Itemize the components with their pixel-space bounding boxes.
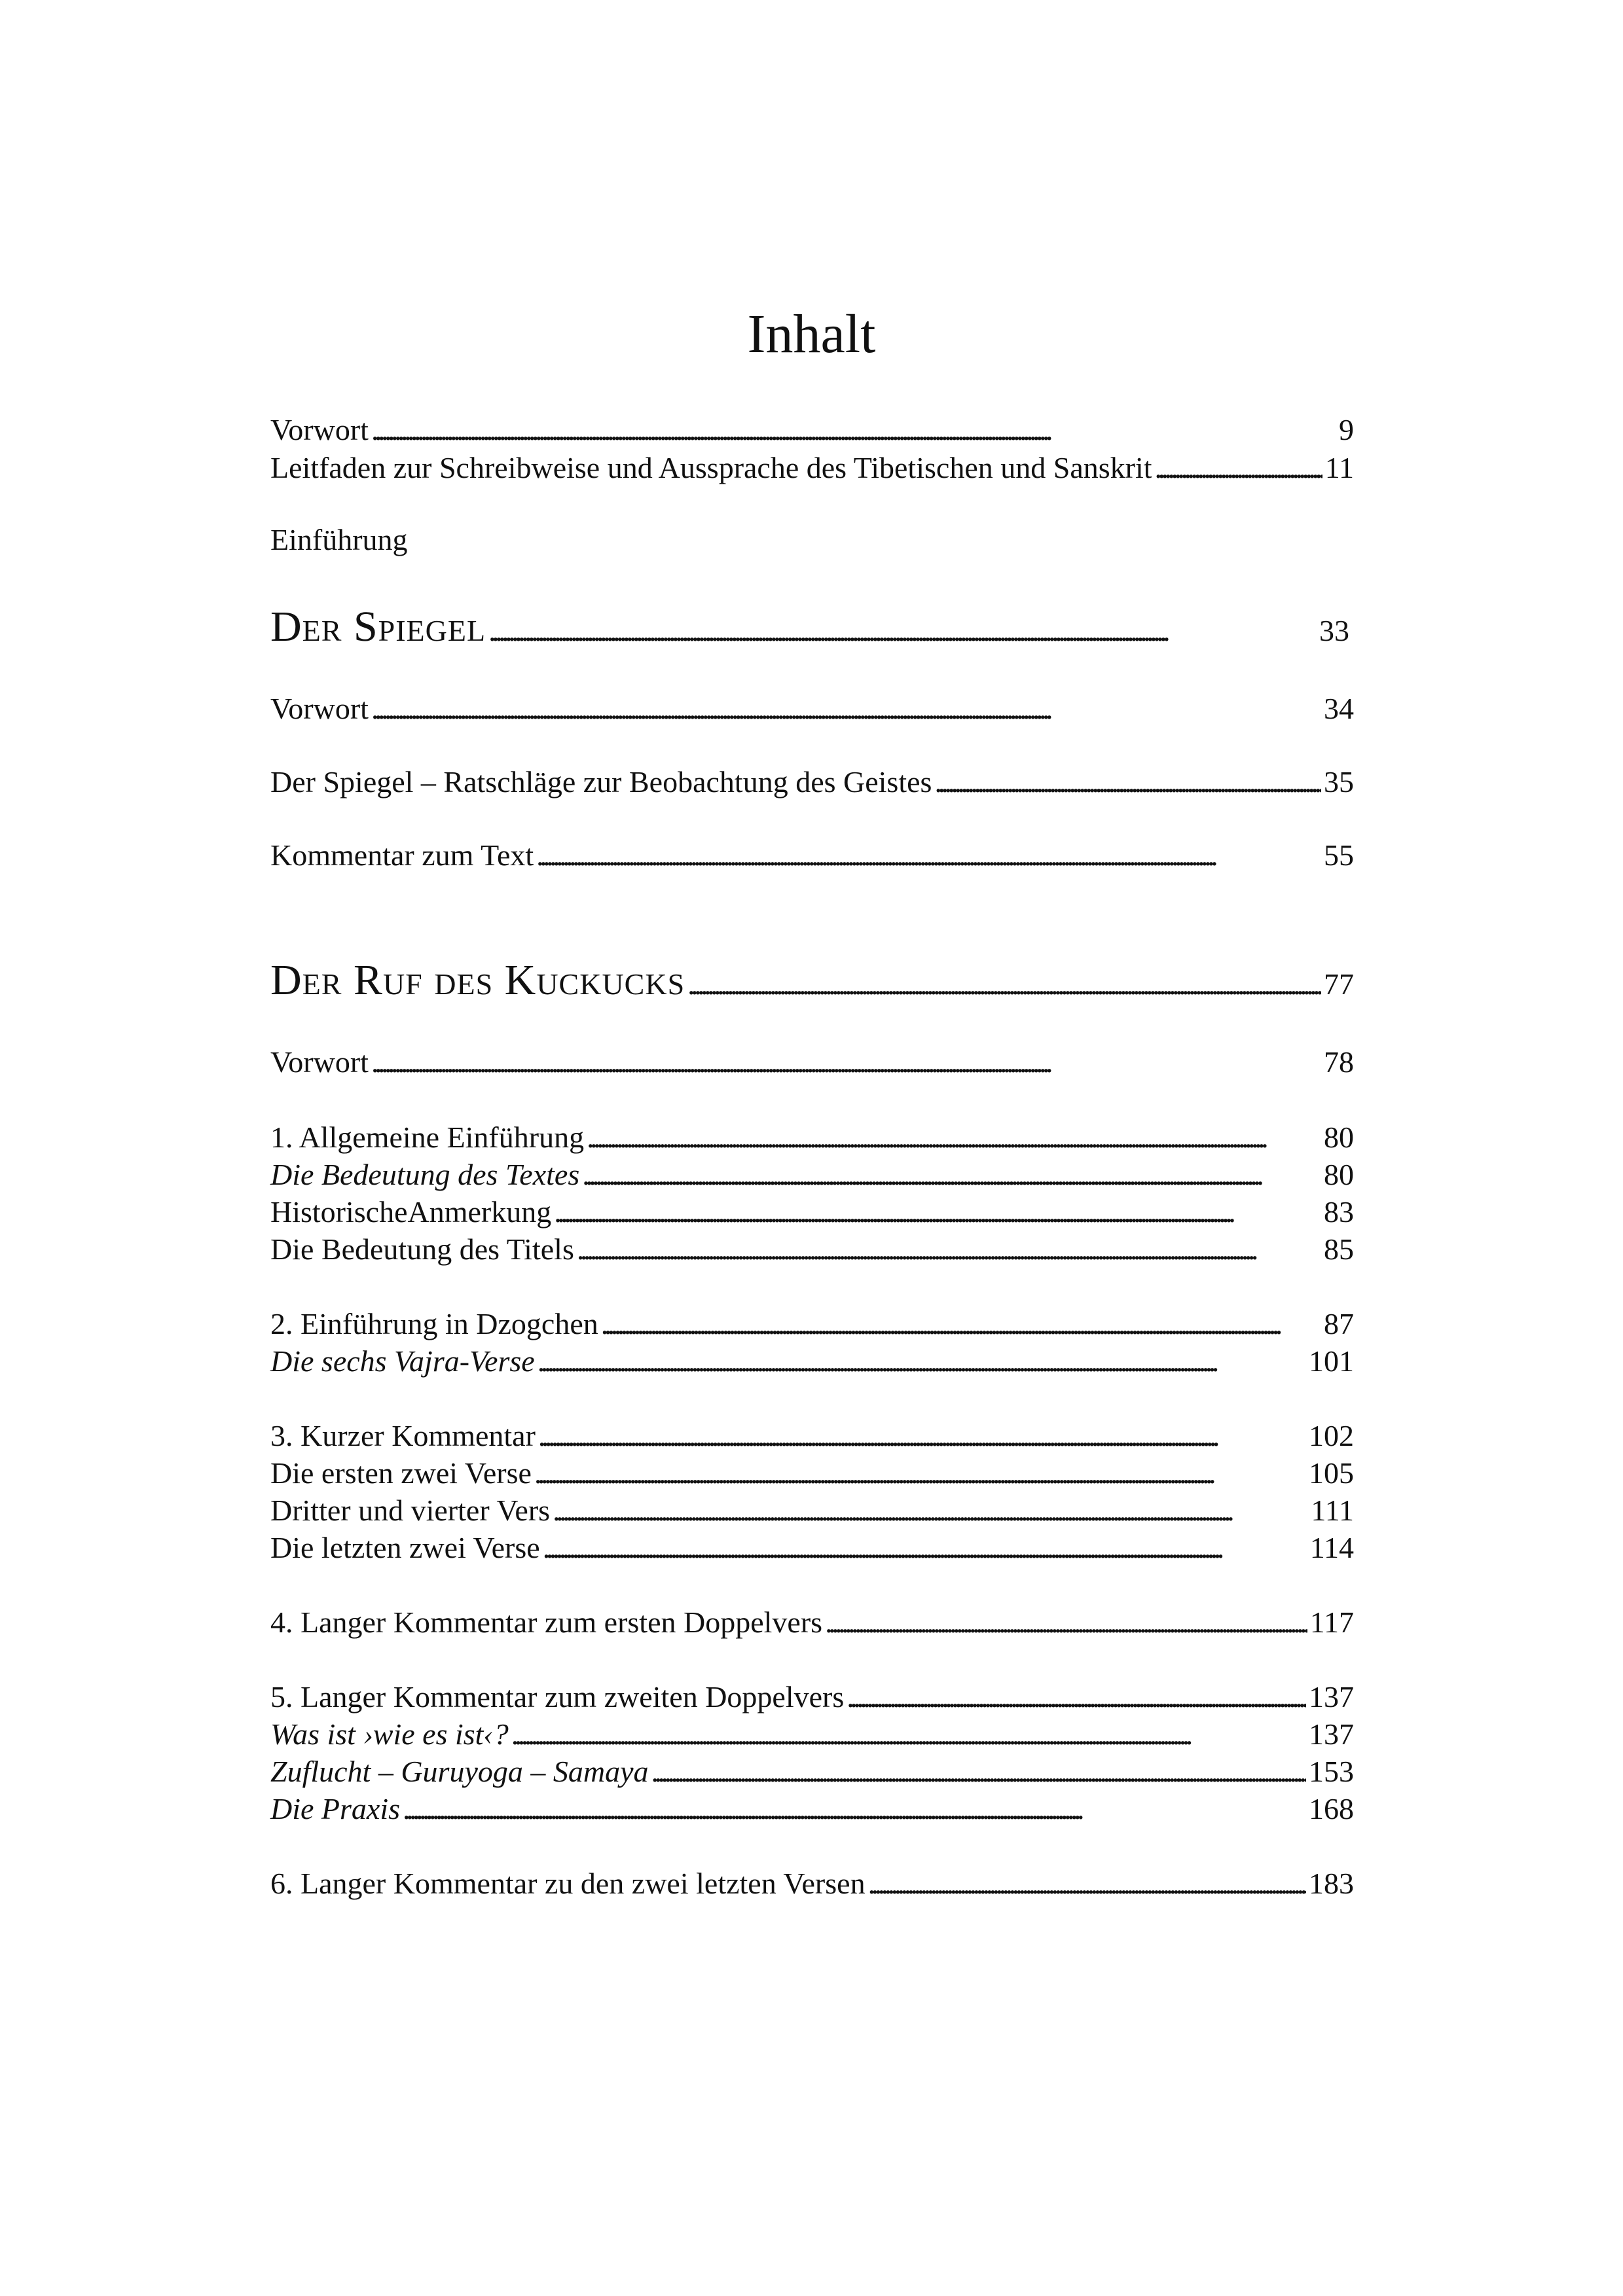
dot-leader xyxy=(511,1715,1306,1753)
toc-entry-title: Vorwort xyxy=(270,1045,369,1079)
toc-entry-ratschlaege[interactable] xyxy=(270,763,1354,801)
dot-leader xyxy=(538,1342,1306,1380)
dot-leader xyxy=(538,1417,1306,1455)
dot-leader xyxy=(687,953,1321,1012)
dot-leader xyxy=(651,1753,1306,1791)
toc-page-number: 9 xyxy=(1339,413,1354,446)
toc-entry-wie-es-ist[interactable] xyxy=(270,1715,1354,1753)
toc-entry-bedeutung-textes[interactable] xyxy=(270,1156,1354,1194)
toc-entry-letzten-zwei-verse[interactable] xyxy=(270,1529,1354,1567)
toc-page-number: 55 xyxy=(1324,838,1354,872)
dot-leader xyxy=(371,690,1321,728)
page-title: Inhalt xyxy=(747,304,876,365)
toc-entry-zuflucht[interactable] xyxy=(270,1753,1354,1791)
toc-entry-title: Was ist ›wie es ist‹? xyxy=(270,1717,509,1751)
dot-leader xyxy=(1155,449,1322,487)
toc-page-number: 137 xyxy=(1309,1717,1354,1751)
toc-page-number: 34 xyxy=(1324,692,1354,725)
toc-page-number: 83 xyxy=(1324,1195,1354,1229)
toc-page-number: 105 xyxy=(1309,1456,1354,1490)
toc-part-title: Der Ruf des Kuckucks xyxy=(270,956,685,1004)
toc-entry-title: Die letzten zwei Verse xyxy=(270,1531,540,1564)
toc-entry-title: Die Praxis xyxy=(270,1792,401,1825)
dot-leader xyxy=(825,1604,1307,1641)
toc-entry-kapitel-3[interactable] xyxy=(270,1417,1354,1455)
toc-part-der-spiegel[interactable] xyxy=(270,600,1349,658)
dot-leader xyxy=(587,1119,1321,1157)
toc-entry-title: 4. Langer Kommentar zum ersten Doppelvers xyxy=(270,1605,823,1639)
toc-entry-kapitel-1[interactable] xyxy=(270,1119,1354,1157)
dot-leader xyxy=(934,763,1321,801)
toc-page-number: 168 xyxy=(1309,1792,1354,1825)
toc-entry-title: 5. Langer Kommentar zum zweiten Doppelvers xyxy=(270,1680,845,1713)
dot-leader xyxy=(577,1230,1321,1268)
toc-entry-title: Die Bedeutung des Titels xyxy=(270,1232,574,1266)
toc-entry-vorwort[interactable] xyxy=(270,411,1354,449)
toc-entry-vorwort-spiegel[interactable] xyxy=(270,690,1354,728)
toc-entry-title: Die ersten zwei Verse xyxy=(270,1456,532,1490)
toc-page-number: 33 xyxy=(1319,614,1349,647)
toc-entry-title: Leitfaden zur Schreibweise und Aussprache des Tibetischen und Sanskrit xyxy=(270,451,1152,484)
dot-leader xyxy=(543,1529,1307,1567)
toc-page-number: 80 xyxy=(1324,1121,1354,1154)
toc-entry-title: 1. Allgemeine Einführung xyxy=(270,1121,585,1154)
dot-leader xyxy=(536,836,1321,874)
dot-leader xyxy=(553,1492,1308,1530)
toc-entry-vorwort-kuckuck[interactable] xyxy=(270,1043,1354,1081)
dot-leader xyxy=(868,1865,1306,1903)
toc-entry-title: HistorischeAnmerkung xyxy=(270,1195,552,1229)
dot-leader xyxy=(371,411,1336,449)
dot-leader xyxy=(403,1790,1306,1828)
toc-page-number: 101 xyxy=(1309,1344,1354,1378)
toc-entry-praxis[interactable] xyxy=(270,1790,1354,1828)
toc-entry-leitfaden[interactable] xyxy=(270,449,1354,487)
toc-entry-title: Einführung xyxy=(270,523,408,556)
toc-page-number: 114 xyxy=(1309,1531,1354,1564)
toc-page-number: 77 xyxy=(1324,967,1354,1001)
toc-entry-title: Dritter und vierter Vers xyxy=(270,1494,551,1527)
toc-page-number: 80 xyxy=(1324,1158,1354,1191)
toc-page-number: 78 xyxy=(1324,1045,1354,1079)
toc-entry-title: Der Spiegel – Ratschläge zur Beobachtung des Geistes xyxy=(270,765,932,798)
toc-page-number: 11 xyxy=(1324,451,1354,484)
toc-entry-kapitel-2[interactable] xyxy=(270,1305,1354,1343)
toc-entry-title: Kommentar zum Text xyxy=(270,838,534,872)
toc-entry-kapitel-6[interactable] xyxy=(270,1865,1354,1903)
dot-leader xyxy=(554,1193,1321,1231)
toc-page-number: 117 xyxy=(1309,1605,1354,1639)
toc-entry-einfuehrung[interactable] xyxy=(270,521,408,559)
dot-leader xyxy=(582,1156,1321,1194)
dot-leader xyxy=(601,1305,1321,1343)
toc-entry-title: 3. Kurzer Kommentar xyxy=(270,1419,536,1452)
toc-entry-vajra-verse[interactable] xyxy=(270,1342,1354,1380)
toc-part-ruf-des-kuckucks[interactable] xyxy=(270,953,1354,1012)
toc-entry-bedeutung-titels[interactable] xyxy=(270,1230,1354,1268)
toc-entry-dritter-vierter-vers[interactable] xyxy=(270,1492,1354,1530)
toc-entry-kommentar-text[interactable] xyxy=(270,836,1354,874)
toc-page-number: 102 xyxy=(1309,1419,1354,1452)
toc-entry-title: Vorwort xyxy=(270,692,369,725)
toc-entry-kapitel-5[interactable] xyxy=(270,1678,1354,1716)
toc-page-number: 35 xyxy=(1324,765,1354,798)
toc-entry-title: 2. Einführung in Dzogchen xyxy=(270,1307,598,1340)
toc-entry-title: Die sechs Vajra-Verse xyxy=(270,1344,535,1378)
dot-leader xyxy=(847,1678,1306,1716)
toc-page-number: 183 xyxy=(1309,1867,1354,1900)
toc-page-number: 153 xyxy=(1309,1755,1354,1788)
toc-page-number: 85 xyxy=(1324,1232,1354,1266)
toc-entry-title: Vorwort xyxy=(270,413,369,446)
toc-page-number: 87 xyxy=(1324,1307,1354,1340)
toc-entry-title: 6. Langer Kommentar zu den zwei letzten Versen xyxy=(270,1867,866,1900)
dot-leader xyxy=(488,600,1317,658)
toc-entry-historische-anmerkung[interactable] xyxy=(270,1193,1354,1231)
dot-leader xyxy=(371,1043,1321,1081)
toc-entry-kapitel-4[interactable] xyxy=(270,1604,1354,1641)
toc-part-title: Der Spiegel xyxy=(270,603,486,651)
toc-entry-title: Die Bedeutung des Textes xyxy=(270,1158,580,1191)
toc-entry-ersten-zwei-verse[interactable] xyxy=(270,1454,1354,1492)
dot-leader xyxy=(534,1454,1306,1492)
toc-entry-title: Zuflucht – Guruyoga – Samaya xyxy=(270,1755,649,1788)
toc-page-number: 137 xyxy=(1309,1680,1354,1713)
toc-page-number: 111 xyxy=(1311,1494,1354,1527)
